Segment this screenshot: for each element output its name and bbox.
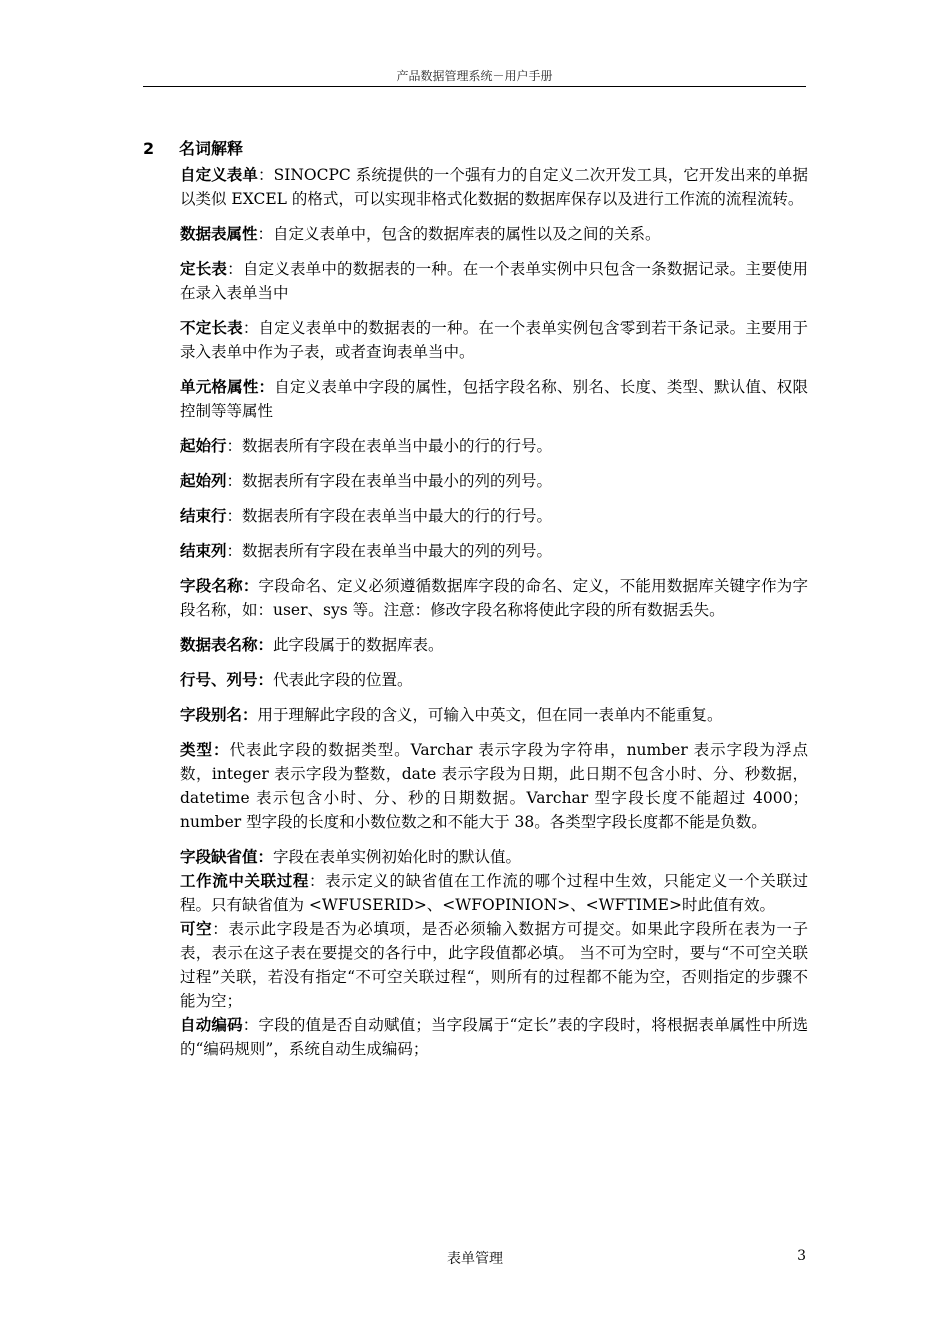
glossary-body xyxy=(180,163,808,1061)
definition: ：表示定义的缺省值在工作流的哪个过程中生效，只能定义一个关联过程。只有缺省值为 <WFUSERID>、<WFOPINION>、<WFTIME>时此值有效。 xyxy=(180,872,808,914)
glossary-entry xyxy=(180,668,808,692)
term: 单元格属性： xyxy=(180,378,275,396)
term: 结束行 xyxy=(180,507,227,525)
glossary-entry xyxy=(180,316,808,364)
glossary-entry xyxy=(180,539,808,563)
definition: ：字段的值是否自动赋值；当字段属于“定长”表的字段时，将根据表单属性中所选的“编码规则”，系统自动生成编码； xyxy=(180,1016,808,1058)
glossary-entry xyxy=(180,434,808,458)
term: 数据表属性 xyxy=(180,225,258,243)
glossary-entry xyxy=(180,222,808,246)
definition: ：自定义表单中的数据表的一种。在一个表单实例中只包含一条数据记录。主要使用在录入表单当中 xyxy=(180,260,808,302)
definition: ：数据表所有字段在表单当中最大的行的行号。 xyxy=(226,507,553,525)
page-header: 产品数据管理系统－用户手册 xyxy=(396,69,553,83)
definition: 代表此字段的位置。 xyxy=(273,671,413,689)
definition: 用于理解此字段的含义，可输入中英文，但在同一表单内不能重复。 xyxy=(257,706,723,724)
glossary-entry xyxy=(180,1013,808,1061)
definition: ：数据表所有字段在表单当中最大的列的列号。 xyxy=(226,542,553,560)
glossary-entry xyxy=(180,633,808,657)
definition: 此字段属于的数据库表。 xyxy=(273,636,444,654)
term: 结束列 xyxy=(180,542,227,560)
definition: 代表此字段的数据类型。Varchar 表示字段为字符串，number 表示字段为浮点数，integer 表示字段为整数，date 表示字段为日期，此日期不包含小时、分、秒数据， datetime 表示包含小时、分、秒的日期数据。Varchar 型字段长度不能超过 4000； number 型字段的长度和小数位数之和不能大于 38。各类型字段长度都不能是负数。 xyxy=(180,741,808,831)
term: 自定义表单 xyxy=(180,166,258,184)
glossary-entry xyxy=(180,738,808,834)
term: 起始行 xyxy=(180,437,227,455)
term: 字段别名： xyxy=(180,706,258,724)
term: 行号、列号： xyxy=(180,671,274,689)
glossary-entry xyxy=(180,869,808,917)
glossary-entry xyxy=(180,574,808,622)
glossary-entry xyxy=(180,504,808,528)
definition: ：自定义表单中的数据表的一种。在一个表单实例包含零到若干条记录。主要用于录入表单中作为子表，或者查询表单当中。 xyxy=(180,319,808,361)
term: 起始列 xyxy=(180,472,227,490)
glossary-entry xyxy=(180,845,808,869)
definition: ：数据表所有字段在表单当中最小的列的列号。 xyxy=(226,472,553,490)
glossary-entry xyxy=(180,917,808,1013)
definition: ：自定义表单中，包含的数据库表的属性以及之间的关系。 xyxy=(257,225,661,243)
term: 字段名称： xyxy=(180,577,259,595)
definition: ：数据表所有字段在表单当中最小的行的行号。 xyxy=(226,437,553,455)
definition: ：表示此字段是否为必填项，是否必须输入数据方可提交。如果此字段所在表为一子表，表示在这子表在要提交的各行中，此字段值都必填。 当不可为空时，要与“不可空关联过程”关联，若没有指定“不可空关联过程“，则所有的过程都不能为空，否则指定的步骤不能为空； xyxy=(180,920,808,1010)
term: 类型： xyxy=(180,741,230,759)
term: 不定长表 xyxy=(180,319,243,337)
footer-title: 表单管理 xyxy=(447,1251,503,1267)
section-heading xyxy=(143,136,243,159)
glossary-entry xyxy=(180,469,808,493)
term: 可空 xyxy=(180,920,213,938)
glossary-entry xyxy=(180,703,808,727)
definition: ：SINOCPC 系统提供的一个强有力的自定义二次开发工具，它开发出来的单据以类似 EXCEL 的格式，可以实现非格式化数据的数据库保存以及进行工作流的流程流转。 xyxy=(180,166,808,208)
definition: 字段命名、定义必须遵循数据库字段的命名、定义，不能用数据库关键字作为字段名称，如：user、sys 等。注意：修改字段名称将使此字段的所有数据丢失。 xyxy=(180,577,808,619)
section-title: 名词解释 xyxy=(179,139,244,158)
definition: 字段在表单实例初始化时的默认值。 xyxy=(273,848,522,866)
header-rule xyxy=(143,86,806,87)
term: 定长表 xyxy=(180,260,228,278)
glossary-entry xyxy=(180,375,808,423)
term: 工作流中关联过程 xyxy=(180,872,309,890)
definition: 自定义表单中字段的属性，包括字段名称、别名、长度、类型、默认值、权限控制等等属性 xyxy=(180,378,808,420)
term: 数据表名称： xyxy=(180,636,274,654)
page-number: 3 xyxy=(797,1248,806,1264)
glossary-entry xyxy=(180,163,808,211)
term: 自动编码 xyxy=(180,1016,243,1034)
glossary-entry xyxy=(180,257,808,305)
section-number: 2 xyxy=(143,139,155,158)
term: 字段缺省值： xyxy=(180,848,274,866)
